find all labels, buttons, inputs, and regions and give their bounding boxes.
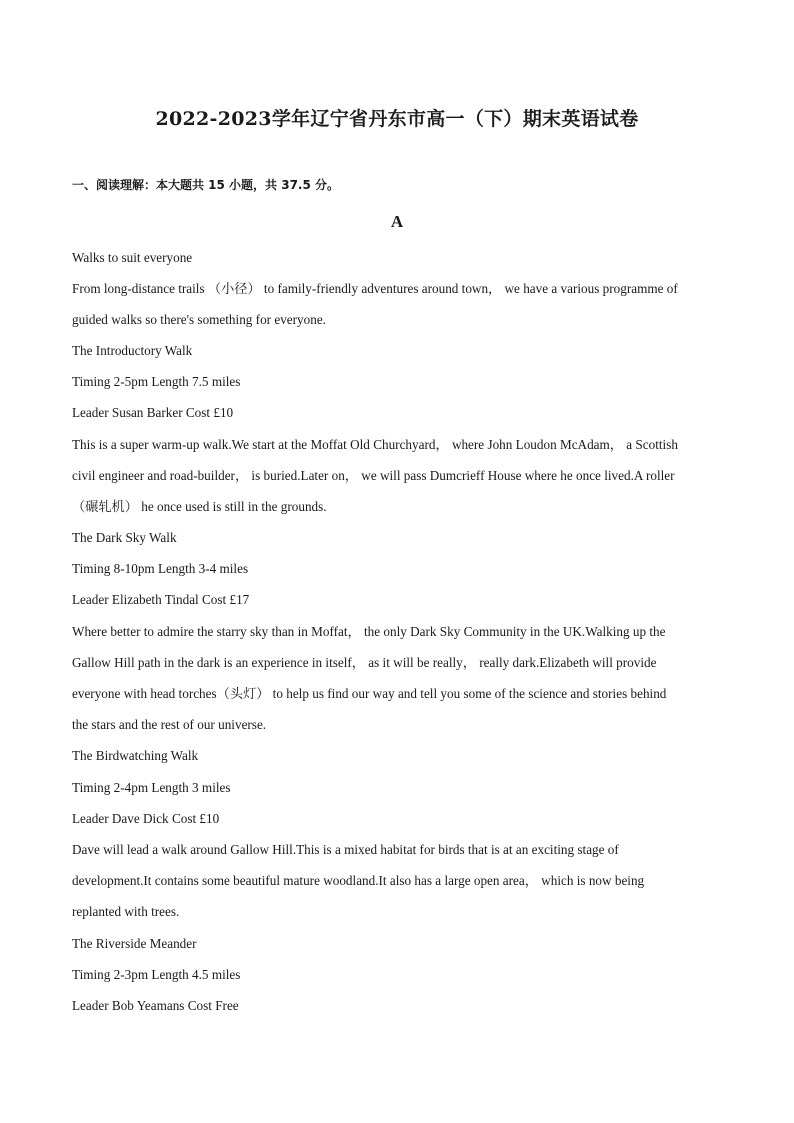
passage-line: The Introductory Walk (72, 343, 193, 358)
passage-line: Gallow Hill path in the dark is an experience in itself， as it will be really， really dark.Elizabeth will provide (72, 655, 657, 670)
passage-line: The Riverside Meander (72, 936, 197, 951)
passage-line: the stars and the rest of our universe. (72, 717, 267, 732)
passage-line: From long-distance trails （小径） to family-friendly adventures around town， we have a various programme of (72, 281, 678, 296)
passage-line: everyone with head torches（头灯） to help us find our way and tell you some of the science and stories behind (72, 686, 667, 701)
passage-line: Timing 8-10pm Length 3-4 miles (72, 561, 249, 576)
passage-line: guided walks so there's something for everyone. (72, 312, 326, 327)
passage-line: Leader Dave Dick Cost £10 (72, 811, 220, 826)
passage-line: Timing 2-4pm Length 3 miles (72, 780, 231, 795)
passage-line: Leader Susan Barker Cost £10 (72, 405, 234, 420)
passage-line: This is a super warm-up walk.We start at the Moffat Old Churchyard， where John Loudon McAdam， a Scottish (72, 437, 678, 452)
passage-line: The Dark Sky Walk (72, 530, 177, 545)
passage-line: The Birdwatching Walk (72, 748, 199, 763)
passage-line: Leader Elizabeth Tindal Cost £17 (72, 592, 250, 607)
passage-line: Dave will lead a walk around Gallow Hill.This is a mixed habitat for birds that is at an exciting stage of (72, 842, 619, 857)
passage-line: （碾轧机） he once used is still in the grounds. (72, 499, 327, 514)
passage-line: development.It contains some beautiful mature woodland.It also has a large open area， which is now being (72, 873, 645, 888)
passage-line: Leader Bob Yeamans Cost Free (72, 998, 239, 1013)
passage-line: Where better to admire the starry sky than in Moffat， the only Dark Sky Community in the UK.Walking up the (72, 624, 666, 639)
passage-line: civil engineer and road-builder， is buried.Later on， we will pass Dumcrieff House where he once lived.A roller (72, 468, 675, 483)
passage-line: Walks to suit everyone (72, 250, 193, 265)
passage-line: Timing 2-3pm Length 4.5 miles (72, 967, 241, 982)
passage-line: replanted with trees. (72, 904, 180, 919)
section-header: 一、阅读理解：本大题共 15 小题，共 37.5 分。 (72, 178, 340, 192)
exam-title: 2022-2023学年辽宁省丹东市高一（下）期末英语试卷 (155, 108, 639, 130)
passage-label: A (390, 212, 404, 231)
passage-line: Timing 2-5pm Length 7.5 miles (72, 374, 241, 389)
